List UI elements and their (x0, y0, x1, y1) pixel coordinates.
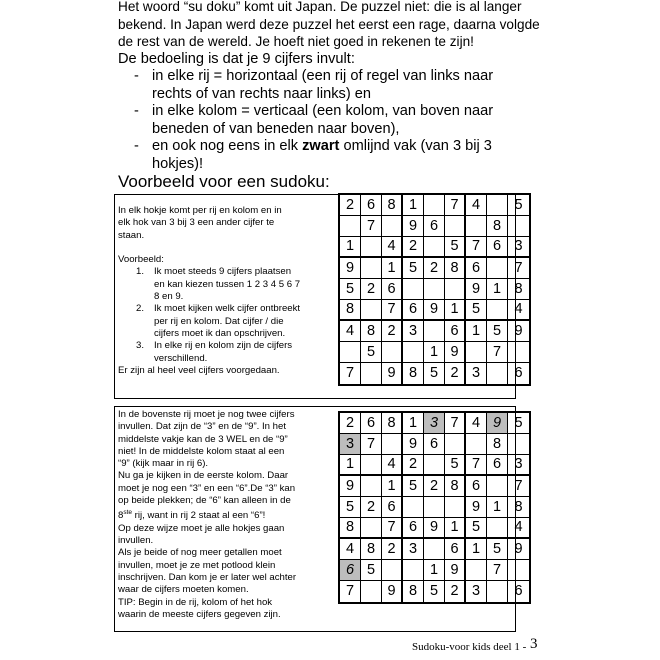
sudoku-cell (424, 455, 445, 476)
sudoku-cell: 2 (361, 279, 382, 300)
sudoku-cell: 3 (466, 581, 487, 602)
sudoku-cell (424, 279, 445, 300)
sudoku-cell (424, 539, 445, 560)
sudoku-cell: 1 (466, 321, 487, 342)
sudoku-grid-solved-hints (338, 411, 531, 604)
box2-line: moet je nog een “3” en een “6”.De “3” kan (118, 482, 296, 494)
sudoku-cell: 2 (424, 258, 445, 279)
rule-block-pre: en ook nog eens in elk (152, 138, 303, 154)
sudoku-cell: 1 (382, 258, 403, 279)
sudoku-cell: 9 (466, 497, 487, 518)
sudoku-cell (424, 497, 445, 518)
sudoku-cell: 6 (487, 237, 508, 258)
sudoku-cell: 8 (361, 539, 382, 560)
step-number: 2. (136, 303, 145, 315)
box1-line: elk hok van 3 bij 3 een ander cijfer te (118, 217, 275, 229)
sudoku-cell: 1 (466, 539, 487, 560)
sudoku-cell: 9 (445, 560, 466, 581)
sudoku-cell: 9 (403, 434, 424, 455)
sudoku-cell: 6 (361, 195, 382, 216)
sudoku-cell (361, 363, 382, 384)
sudoku-cell: 2 (403, 455, 424, 476)
sudoku-cell (340, 216, 361, 237)
sudoku-cell (361, 237, 382, 258)
intro-line: de rest van de wereld. Je hoeft niet goed in rekenen te zijn! (118, 34, 474, 49)
bullet-dash: - (134, 103, 139, 119)
sudoku-cell: 8 (361, 321, 382, 342)
sudoku-cell: 1 (403, 195, 424, 216)
sudoku-cell: 5 (403, 476, 424, 497)
sudoku-cell: 7 (508, 258, 529, 279)
sudoku-cell: 2 (424, 476, 445, 497)
box2-line: invullen, moet je ze met potlood klein (118, 559, 276, 571)
box2-line: niet! In de middelste kolom staat al een (118, 445, 285, 457)
box2-line: op beide plekken; de “6” kan alleen in de (118, 495, 291, 507)
sudoku-cell (424, 237, 445, 258)
sudoku-cell: 9 (508, 321, 529, 342)
sudoku-cell: 2 (445, 581, 466, 602)
step-line: verschillend. (154, 352, 208, 364)
box2-line: waar de cijfers moeten komen. (118, 584, 249, 596)
box2-line: Nu ga je kijken in de eerste kolom. Daar (118, 470, 289, 482)
sudoku-cell: 8 (445, 258, 466, 279)
sudoku-cell: 9 (424, 300, 445, 321)
step-line: en kan kiezen tussen 1 2 3 4 5 6 7 (154, 278, 301, 290)
step-line: cijfers moet ik dan opschrijven. (154, 327, 286, 339)
sudoku-cell: 6 (445, 539, 466, 560)
sudoku-cell: 5 (445, 455, 466, 476)
sudoku-cell: 7 (340, 581, 361, 602)
sudoku-cell: 1 (424, 342, 445, 363)
sudoku-cell: 2 (445, 363, 466, 384)
box2-line (118, 507, 296, 522)
sudoku-cell: 7 (487, 560, 508, 581)
rules-list (118, 68, 638, 173)
sudoku-cell: 7 (382, 518, 403, 539)
sudoku-cell: 1 (403, 413, 424, 434)
intro-text (118, 0, 638, 173)
sudoku-cell (361, 455, 382, 476)
sudoku-cell (361, 581, 382, 602)
section-title: Voorbeeld voor een sudoku: (118, 172, 330, 191)
sudoku-cell: 5 (508, 195, 529, 216)
sudoku-cell: 9 (403, 216, 424, 237)
sudoku-cell (424, 195, 445, 216)
sudoku-cell (466, 434, 487, 455)
step-line: per rij en kolom. Dat cijfer / die (154, 315, 284, 327)
step-number: 1. (136, 266, 145, 278)
step-line: 8 en 9. (154, 291, 184, 303)
sudoku-cell: 9 (340, 476, 361, 497)
sudoku-cell: 7 (445, 413, 466, 434)
sudoku-cell: 5 (466, 518, 487, 539)
sudoku-cell: 5 (403, 258, 424, 279)
sudoku-cell: 4 (508, 518, 529, 539)
box1-label: Voorbeeld: (118, 254, 164, 266)
step-line: In elke rij en kolom zijn de cijfers (154, 340, 293, 352)
bullet-dash: - (134, 68, 139, 84)
sudoku-cell (466, 560, 487, 581)
sudoku-cell (487, 581, 508, 602)
sudoku-cell (508, 560, 529, 581)
sudoku-cell: 1 (340, 237, 361, 258)
sudoku-cell: 8 (382, 413, 403, 434)
sudoku-cell: 6 (424, 434, 445, 455)
sudoku-cell: 2 (382, 539, 403, 560)
sudoku-cell: 3 (340, 434, 361, 455)
sudoku-cell (382, 434, 403, 455)
sudoku-cell: 7 (382, 300, 403, 321)
sudoku-grid-example (338, 193, 531, 386)
sudoku-cell: 8 (487, 434, 508, 455)
step-line: Ik moet kijken welk cijfer ontbreekt (154, 303, 301, 315)
sudoku-cell: 9 (487, 413, 508, 434)
sudoku-cell: 3 (508, 455, 529, 476)
sudoku-cell: 7 (340, 363, 361, 384)
sudoku-cell: 4 (382, 455, 403, 476)
sudoku-cell: 1 (445, 518, 466, 539)
sudoku-cell: 9 (340, 258, 361, 279)
box1-step (118, 303, 300, 340)
sudoku-cell: 6 (514, 365, 523, 382)
sudoku-cell: 3 (403, 321, 424, 342)
sudoku-cell: 2 (361, 497, 382, 518)
sudoku-cell (403, 560, 424, 581)
box2-line: invullen. Dat zijn de “3” en de “9”. In het (118, 421, 286, 433)
sudoku-cell: 5 (424, 581, 445, 602)
sudoku-cell: 4 (466, 195, 487, 216)
sudoku-cell (508, 342, 529, 363)
sudoku-cell: 6 (340, 560, 361, 581)
box1-step (118, 266, 300, 303)
sudoku-cell (403, 342, 424, 363)
rule-column-line: beneden of van beneden naar boven), (152, 120, 400, 137)
box2-line: “9” (kijk maar in rij 6). (118, 458, 209, 470)
sudoku-cell: 6 (382, 279, 403, 300)
sudoku-cell: 7 (361, 216, 382, 237)
sudoku-cell (508, 216, 529, 237)
sudoku-cell: 6 (466, 258, 487, 279)
sudoku-cell: 4 (340, 321, 361, 342)
sudoku-cell: 6 (382, 497, 403, 518)
rule-column (118, 103, 638, 138)
sudoku-cell: 4 (340, 539, 361, 560)
sudoku-cell: 5 (361, 560, 382, 581)
box1-closing: Er zijn al heel veel cijfers voorgedaan. (118, 364, 280, 376)
box2-line: Op deze wijze moet je alle hokjes gaan (118, 522, 285, 534)
rule-row-line: rechts of van rechts naar links) en (152, 85, 372, 102)
sudoku-cell: 8 (340, 300, 361, 321)
step-number: 3. (136, 340, 145, 352)
sudoku-cell: 6 (514, 583, 523, 600)
sudoku-cell (445, 434, 466, 455)
sudoku-cell: 5 (487, 539, 508, 560)
sudoku-cell: 8 (382, 195, 403, 216)
example-box-2-text (118, 409, 296, 621)
box1-line: In elk hokje komt per rij en kolom en in (118, 205, 282, 216)
sudoku-cell: 5 (424, 363, 445, 384)
box1-step (118, 340, 300, 365)
rule-block-bold: zwart (302, 138, 340, 154)
box2-line: Als je beide of nog meer getallen moet (118, 547, 282, 559)
sudoku-cell: 1 (487, 279, 508, 300)
sudoku-cell: 9 (508, 539, 529, 560)
sudoku-cell: 7 (466, 237, 487, 258)
sudoku-cell (340, 342, 361, 363)
sudoku-cell: 6 (403, 518, 424, 539)
sudoku-cell: 4 (508, 300, 529, 321)
sudoku-cell (382, 560, 403, 581)
sudoku-cell: 9 (382, 363, 403, 384)
sudoku-cell (487, 300, 508, 321)
sudoku-cell: 1 (424, 560, 445, 581)
row-number: 8 (118, 510, 124, 522)
sudoku-cell (487, 363, 508, 384)
sudoku-cell: 1 (487, 497, 508, 518)
box2-line: invullen. (118, 535, 154, 547)
sudoku-cell: 6 (424, 216, 445, 237)
sudoku-cell (361, 258, 382, 279)
sudoku-cell: 8 (445, 476, 466, 497)
box2-line: waarin de meeste cijfers gegeven zijn. (118, 608, 281, 620)
sudoku-cell: 5 (361, 342, 382, 363)
sudoku-cell: 1 (340, 455, 361, 476)
sudoku-cell (361, 300, 382, 321)
sudoku-cell: 3 (403, 539, 424, 560)
sudoku-cell (487, 195, 508, 216)
bullet-dash: - (134, 138, 139, 154)
rule-row-line: in elke rij = horizontaal (een rij of regel van links naar (152, 68, 494, 84)
sudoku-cell: 4 (466, 413, 487, 434)
sudoku-cell: 9 (424, 518, 445, 539)
sudoku-cell (382, 216, 403, 237)
sudoku-cell: 6 (487, 455, 508, 476)
sudoku-cell: 7 (445, 195, 466, 216)
box2-line: In de bovenste rij moet je nog twee cijfers (118, 409, 295, 420)
sudoku-cell: 8 (508, 279, 529, 300)
sudoku-cell: 5 (340, 279, 361, 300)
sudoku-cell (382, 342, 403, 363)
sudoku-cell: 3 (508, 237, 529, 258)
box1-steps (118, 266, 300, 364)
sudoku-cell: 6 (466, 476, 487, 497)
rule-block-post: omlijnd vak (van 3 bij 3 (339, 138, 492, 154)
row-rest: rij, want in rij 2 staat al een “6”! (132, 510, 266, 522)
step-line: Ik moet steeds 9 cijfers plaatsen (154, 266, 292, 278)
sudoku-cell: 3 (424, 413, 445, 434)
page-number: 3 (530, 636, 538, 652)
sudoku-cell (445, 497, 466, 518)
sudoku-cell: 5 (487, 321, 508, 342)
sudoku-cell: 7 (487, 342, 508, 363)
sudoku-cell (466, 216, 487, 237)
sudoku-cell (361, 476, 382, 497)
sudoku-cell (487, 258, 508, 279)
intro-line: bekend. In Japan werd deze puzzel het eerst een rage, daarna volgde (118, 16, 540, 32)
sudoku-cell: 8 (508, 497, 529, 518)
sudoku-cell: 7 (361, 434, 382, 455)
sudoku-cell: 5 (466, 300, 487, 321)
sudoku-cell (466, 342, 487, 363)
sudoku-cell: 8 (340, 518, 361, 539)
sudoku-cell: 1 (445, 300, 466, 321)
sudoku-cell: 5 (340, 497, 361, 518)
rule-block (118, 138, 638, 173)
box2-line: inschrijven. Dan kom je er later wel achter (118, 572, 297, 584)
sudoku-cell: 7 (508, 476, 529, 497)
rule-block-line (152, 138, 638, 156)
sudoku-cell (403, 497, 424, 518)
sudoku-cell (508, 434, 529, 455)
footer-text: Sudoku-voor kids deel 1 - (412, 641, 527, 653)
rule-column-line: in elke kolom = verticaal (een kolom, van boven naar (152, 103, 494, 119)
sudoku-cell: 2 (382, 321, 403, 342)
sudoku-cell: 4 (382, 237, 403, 258)
sudoku-cell (445, 216, 466, 237)
intro-line: Het woord “su doku” komt uit Japan. De puzzel niet: die is al langer (118, 0, 522, 14)
box2-line: middelste vakje kan de 3 WEL en de “9” (118, 433, 288, 445)
sudoku-cell (487, 476, 508, 497)
sudoku-cell: 1 (382, 476, 403, 497)
sudoku-cell: 6 (361, 413, 382, 434)
goal-sentence: De bedoeling is dat je 9 cijfers invult: (118, 50, 355, 67)
sudoku-cell: 8 (487, 216, 508, 237)
rule-row (118, 68, 638, 103)
sudoku-cell: 2 (340, 413, 361, 434)
sudoku-cell: 9 (445, 342, 466, 363)
sudoku-cell: 2 (403, 237, 424, 258)
sudoku-cell: 5 (508, 413, 529, 434)
sudoku-cell: 5 (445, 237, 466, 258)
sudoku-cell: 6 (445, 321, 466, 342)
sudoku-cell: 7 (466, 455, 487, 476)
sudoku-cell: 3 (466, 363, 487, 384)
sudoku-cell (361, 518, 382, 539)
example-box-1-text (118, 205, 300, 377)
sudoku-cell: 8 (403, 581, 424, 602)
sudoku-cell: 9 (382, 581, 403, 602)
sudoku-cell: 2 (340, 195, 361, 216)
sudoku-cell (445, 279, 466, 300)
box2-line: TIP: Begin in de rij, kolom of het hok (118, 596, 273, 608)
box1-line: staan. (118, 229, 145, 241)
sudoku-cell: 6 (403, 300, 424, 321)
ordinal-suffix: ste (123, 509, 133, 517)
rule-block-line: hokjes)! (152, 155, 204, 172)
sudoku-cell (487, 518, 508, 539)
sudoku-cell (403, 279, 424, 300)
sudoku-cell: 9 (466, 279, 487, 300)
sudoku-cell (424, 321, 445, 342)
sudoku-cell: 8 (403, 363, 424, 384)
